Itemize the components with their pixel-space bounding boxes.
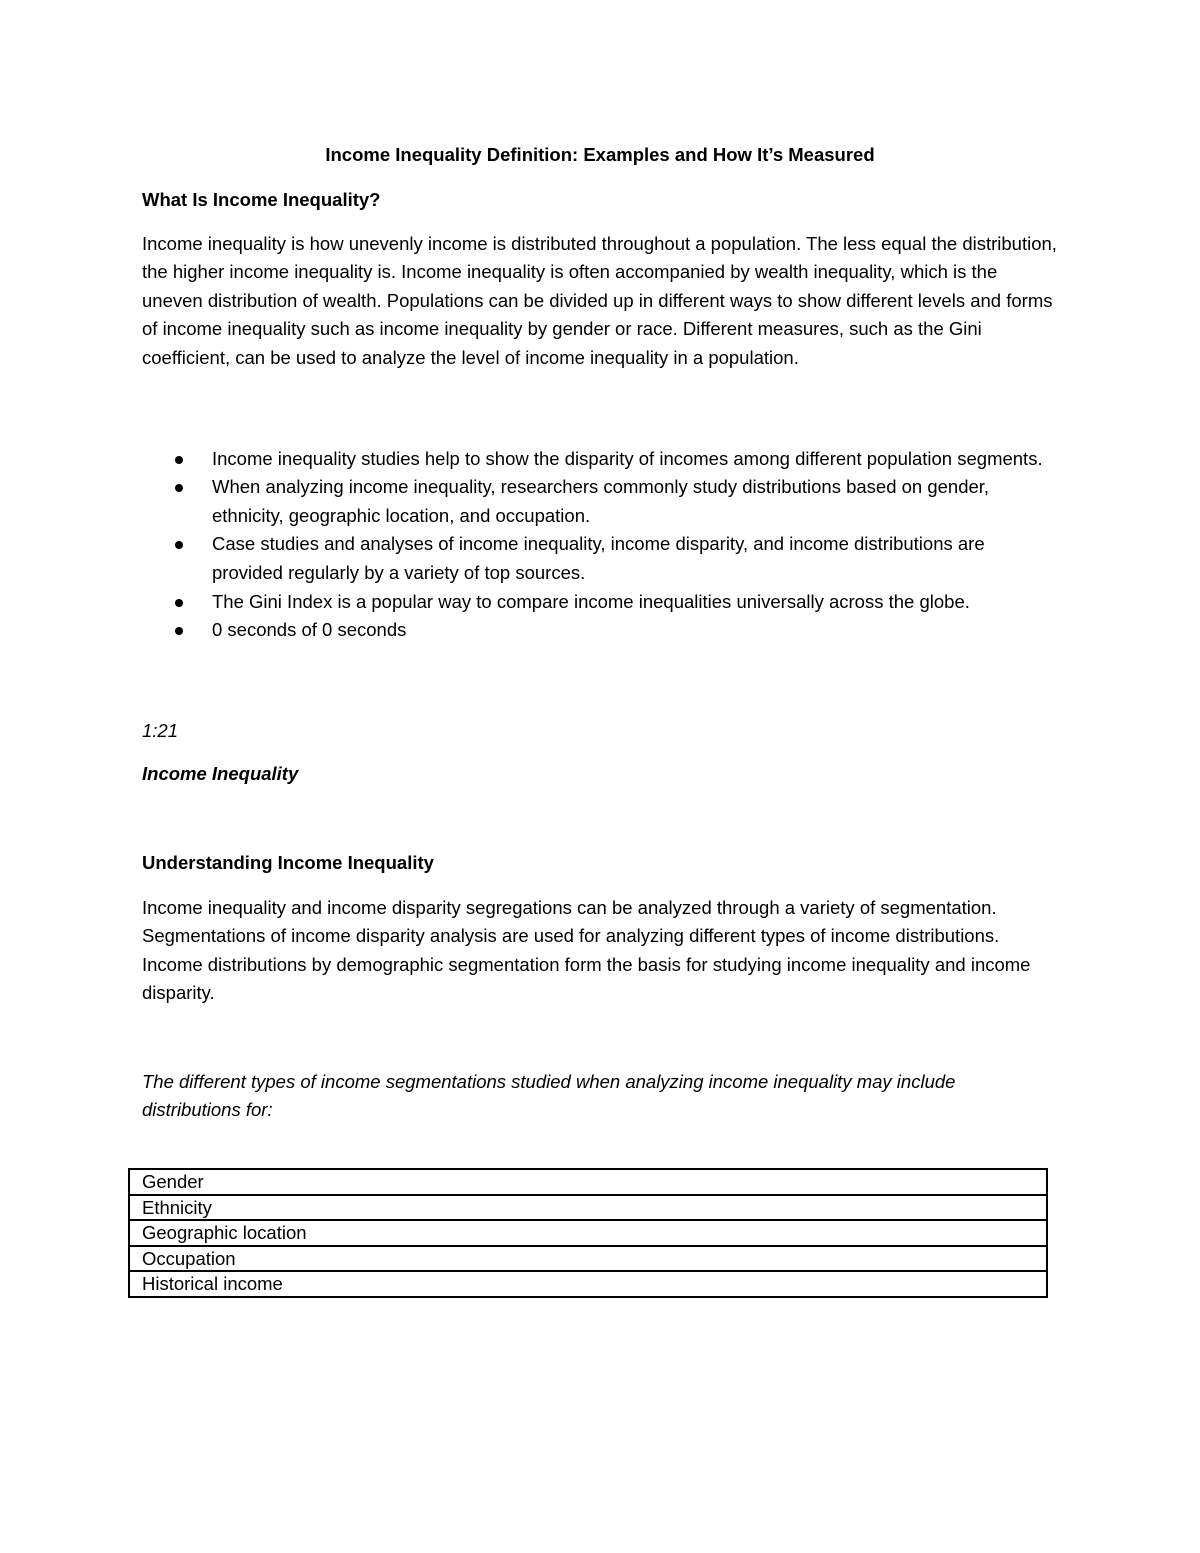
bullet-icon <box>175 599 183 607</box>
list-item <box>142 473 1058 530</box>
bullet-icon <box>175 627 183 635</box>
document-body <box>142 140 1058 1125</box>
video-title: Income Inequality <box>142 763 299 785</box>
list-item-text: The Gini Index is a popular way to compare income inequalities universally across the globe. <box>212 590 970 612</box>
section-heading-what-is: What Is Income Inequality? <box>142 189 381 210</box>
list-item-text: 0 seconds of 0 seconds <box>212 619 407 641</box>
section-heading-understanding: Understanding Income Inequality <box>142 851 434 873</box>
bullet-icon <box>175 541 183 549</box>
segmentation-intro: The different types of income segmentations studied when analyzing income inequality may include distributions for: <box>142 1070 956 1121</box>
table-cell: Historical income <box>129 1271 1047 1297</box>
table-cell: Gender <box>129 1169 1047 1195</box>
understanding-paragraph: Income inequality and income disparity segregations can be analyzed through a variety of segmentation. Segmentations of income disparity analysis are used for analyzing different types of income distributions. Income distributions by demographic segmentation form the basis for studying income inequality and income disparity. <box>142 896 1031 1004</box>
table-row <box>129 1246 1047 1272</box>
bullet-icon <box>175 456 183 464</box>
table-row <box>129 1220 1047 1246</box>
document-title: Income Inequality Definition: Examples and How It’s Measured <box>325 144 875 165</box>
video-duration: 1:21 <box>142 719 179 741</box>
key-points-list <box>142 445 1058 645</box>
list-item <box>142 588 1058 617</box>
table-cell: Occupation <box>129 1246 1047 1272</box>
list-item <box>142 616 1058 645</box>
intro-paragraph: Income inequality is how unevenly income is distributed throughout a population. The less equal the distribution, the higher income inequality is. Income inequality is often accompanied by wealth inequality, which is the uneven distribution of wealth. Populations can be divided up in different ways to show different levels and forms of income inequality such as income inequality by gender or race. Different measures, such as the Gini coefficient, can be used to analyze the level of income inequality in a population. <box>142 232 1057 368</box>
list-item <box>142 445 1058 474</box>
table-row <box>129 1195 1047 1221</box>
table-cell: Geographic location <box>129 1220 1047 1246</box>
list-item <box>142 530 1058 587</box>
segments-table <box>128 1168 1048 1298</box>
table-row <box>129 1271 1047 1297</box>
table-cell: Ethnicity <box>129 1195 1047 1221</box>
list-item-text: Case studies and analyses of income inequality, income disparity, and income distributions are provided regularly by a variety of top sources. <box>212 533 985 583</box>
table-row <box>129 1169 1047 1195</box>
list-item-text: When analyzing income inequality, researchers commonly study distributions based on gender, ethnicity, geographic location, and occupation. <box>212 476 990 526</box>
bullet-icon <box>175 484 183 492</box>
list-item-text: Income inequality studies help to show the disparity of incomes among different population segments. <box>212 447 1043 469</box>
